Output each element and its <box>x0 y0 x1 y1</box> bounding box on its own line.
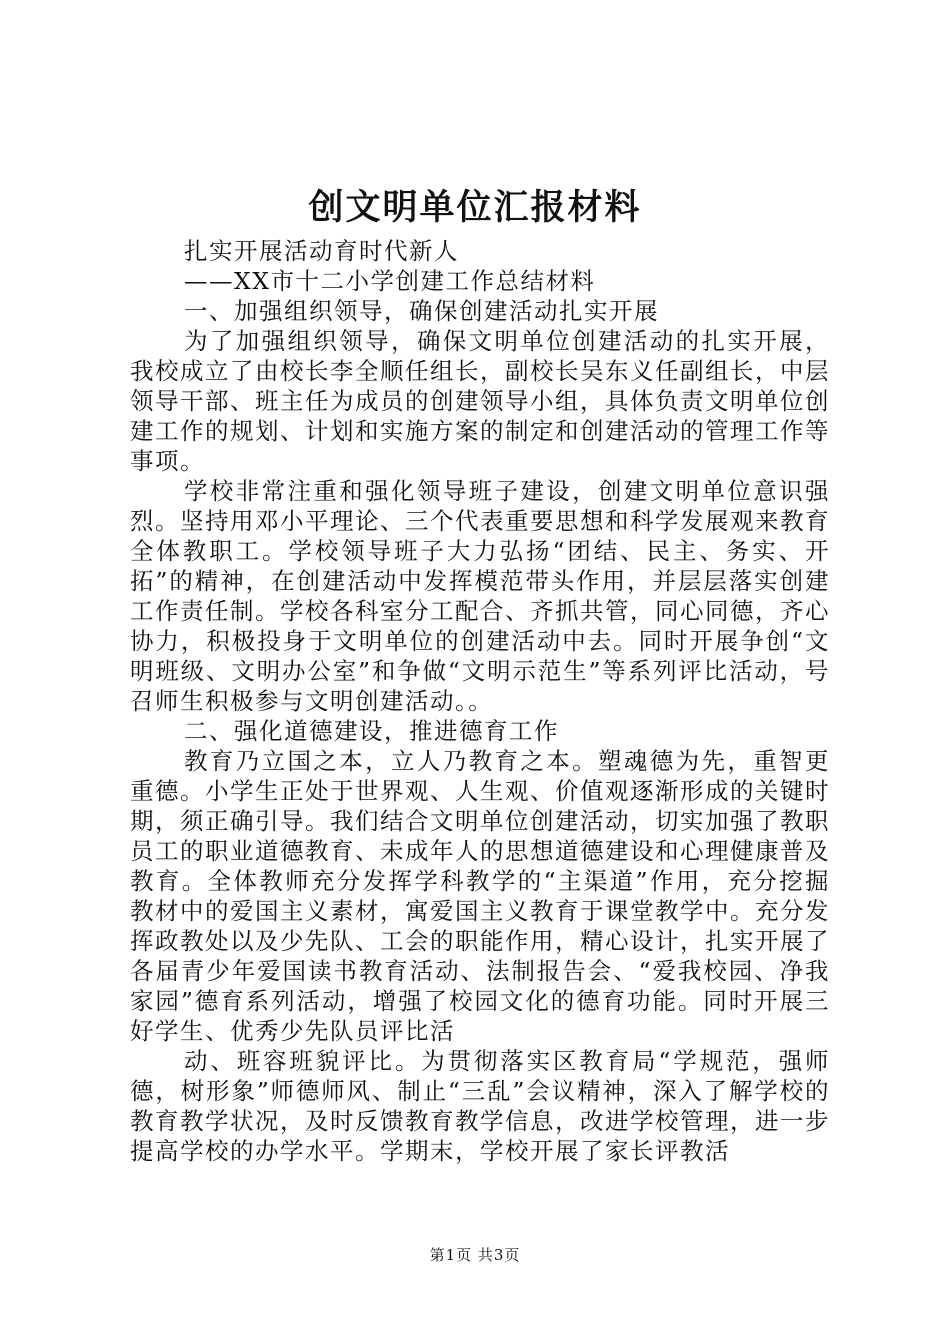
section-heading-2: 二、强化道德建设，推进德育工作 <box>184 717 559 745</box>
document-body <box>130 236 830 1166</box>
body-paragraph-3: 教育乃立国之本，立人乃教育之本。塑魂德为先，重智更重德。小学生正处于世界观、人生观、价值观逐渐形成的关键时期，须正确引导。我们结合文明单位创建活动，切实加强了教职员工的职业道德教育、未成年人的思想道德建设和心理健康普及教育。全体教师充分发挥学科教学的“主渠道”作用，充分挖掘教材中的爱国主义素材，寓爱国主义教育于课堂教学中。充分发挥政教处以及少先队、工会的职能作用，精心设计，扎实开展了各届青少年爱国读书教育活动、法制报告会、“爱我校园、净我家园”德育系列活动，增强了校园文化的德育功能。同时开展三好学生、优秀少先队员评比活 <box>130 747 830 1045</box>
page-footer: 第1页 共3页 <box>429 1246 521 1264</box>
section-heading-1: 一、加强组织领导，确保创建活动扎实开展 <box>184 297 659 325</box>
body-paragraph-1: 为了加强组织领导，确保文明单位创建活动的扎实开展，我校成立了由校长李全顺任组长，副校长吴东义任副组长，中层领导干部、班主任为成员的创建领导小组，具体负责文明单位创建工作的规划、计划和实施方案的制定和创建活动的管理工作等事项。 <box>130 327 830 475</box>
body-paragraph-2: 学校非常注重和强化领导班子建设，创建文明单位意识强烈。坚持用邓小平理论、三个代表重要思想和科学发展观来教育全体教职工。学校领导班子大力弘扬“团结、民主、务实、开拓”的精神，在创建活动中发挥模范带头作用，并层层落实创建工作责任制。学校各科室分工配合、齐抓共管，同心同德，齐心协力，积极投身于文明单位的创建活动中去。同时开展争创“文明班级、文明办公室”和争做“文明示范生”等系列评比活动，号召师生积极参与文明创建活动。。 <box>130 477 830 715</box>
subtitle-line: 扎实开展活动育时代新人 <box>184 237 459 265</box>
body-paragraph-4: 动、班容班貌评比。为贯彻落实区教育局“学规范，强师德，树形象”师德师风、制止“三乱”会议精神，深入了解学校的教育教学状况，及时反馈教育教学信息，改进学校管理，进一步提高学校的办学水平。学期末，学校开展了家长评教活 <box>130 1047 830 1165</box>
document-title: 创文明单位汇报材料 <box>308 187 642 228</box>
subtitle-source-line: ——XX市十二小学创建工作总结材料 <box>184 267 596 295</box>
